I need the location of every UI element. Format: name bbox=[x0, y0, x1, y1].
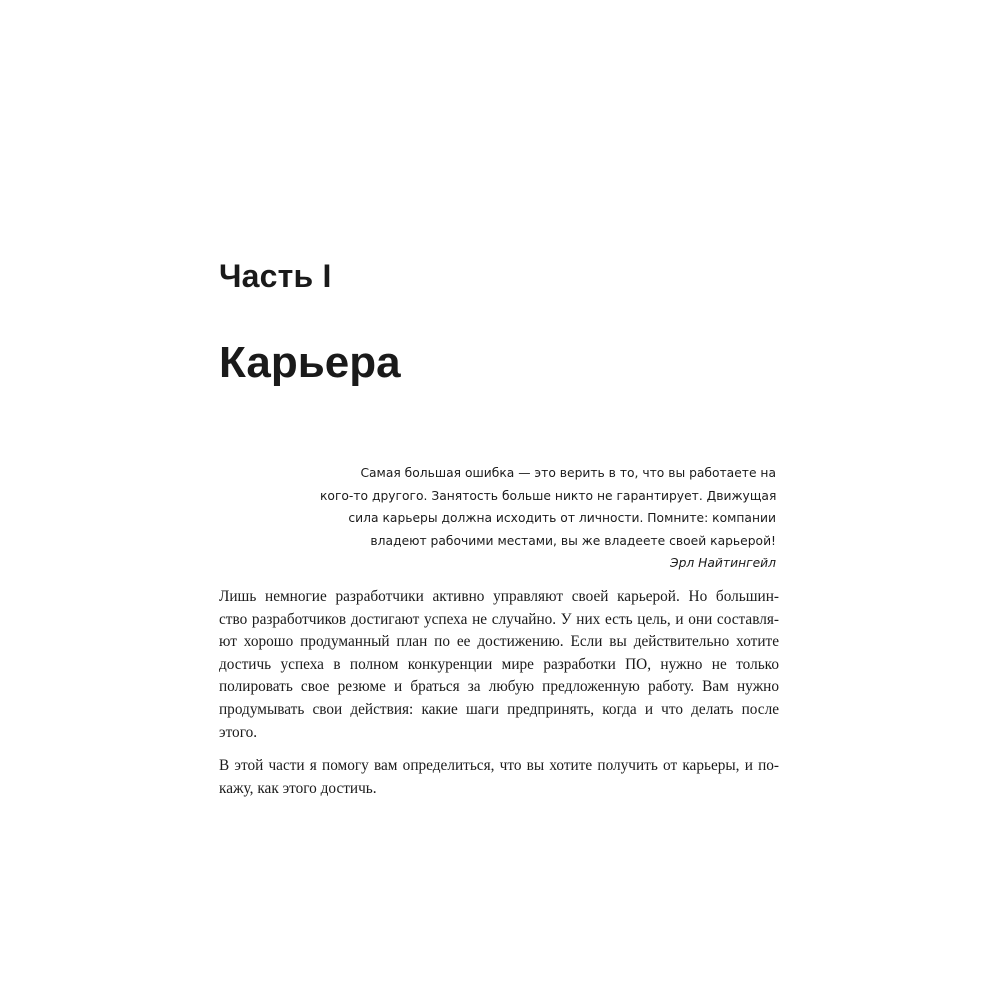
paragraph bbox=[219, 755, 779, 800]
epigraph bbox=[320, 462, 776, 575]
part-label: Часть I bbox=[219, 258, 332, 294]
epigraph-author: Эрл Найтингейл bbox=[669, 556, 776, 570]
paragraph-line: продумывать свои действия: какие шаги предпринять, когда и что делать после bbox=[219, 700, 779, 718]
epigraph-line: сила карьеры должна исходить от личности. Помните: компании bbox=[348, 511, 776, 525]
paragraph-line: полировать свое резюме и браться за любую предложенную работу. Вам нужно bbox=[219, 678, 779, 696]
epigraph-line: владеют рабочими местами, вы же владеете своей карьерой! bbox=[370, 533, 776, 548]
paragraph-line: В этой части я помогу вам определиться, что вы хотите получить от карьеры, и по- bbox=[219, 757, 779, 775]
paragraph-line: Лишь немногие разработчики активно управляют своей карьерой. Но большин- bbox=[219, 588, 779, 605]
paragraph-line: кажу, как этого достичь. bbox=[219, 779, 377, 797]
paragraph-line: этого. bbox=[219, 723, 258, 741]
epigraph-line: Самая большая ошибка — это верить в то, что вы работаете на bbox=[360, 466, 776, 480]
paragraph-line: ство разработчиков достигают успеха не случайно. У них есть цель, и они составля- bbox=[219, 610, 779, 628]
epigraph-line: кого-то другого. Занятость больше никто не гарантирует. Движущая bbox=[320, 488, 777, 503]
paragraph-line: ют хорошо продуманный план по ее достижению. Если вы действительно хотите bbox=[219, 633, 779, 651]
body-text bbox=[219, 586, 779, 800]
part-title: Карьера bbox=[219, 338, 401, 387]
paragraph bbox=[219, 586, 779, 744]
paragraph-line: достичь успеха в полном конкуренции мире разработки ПО, нужно не только bbox=[219, 655, 779, 673]
